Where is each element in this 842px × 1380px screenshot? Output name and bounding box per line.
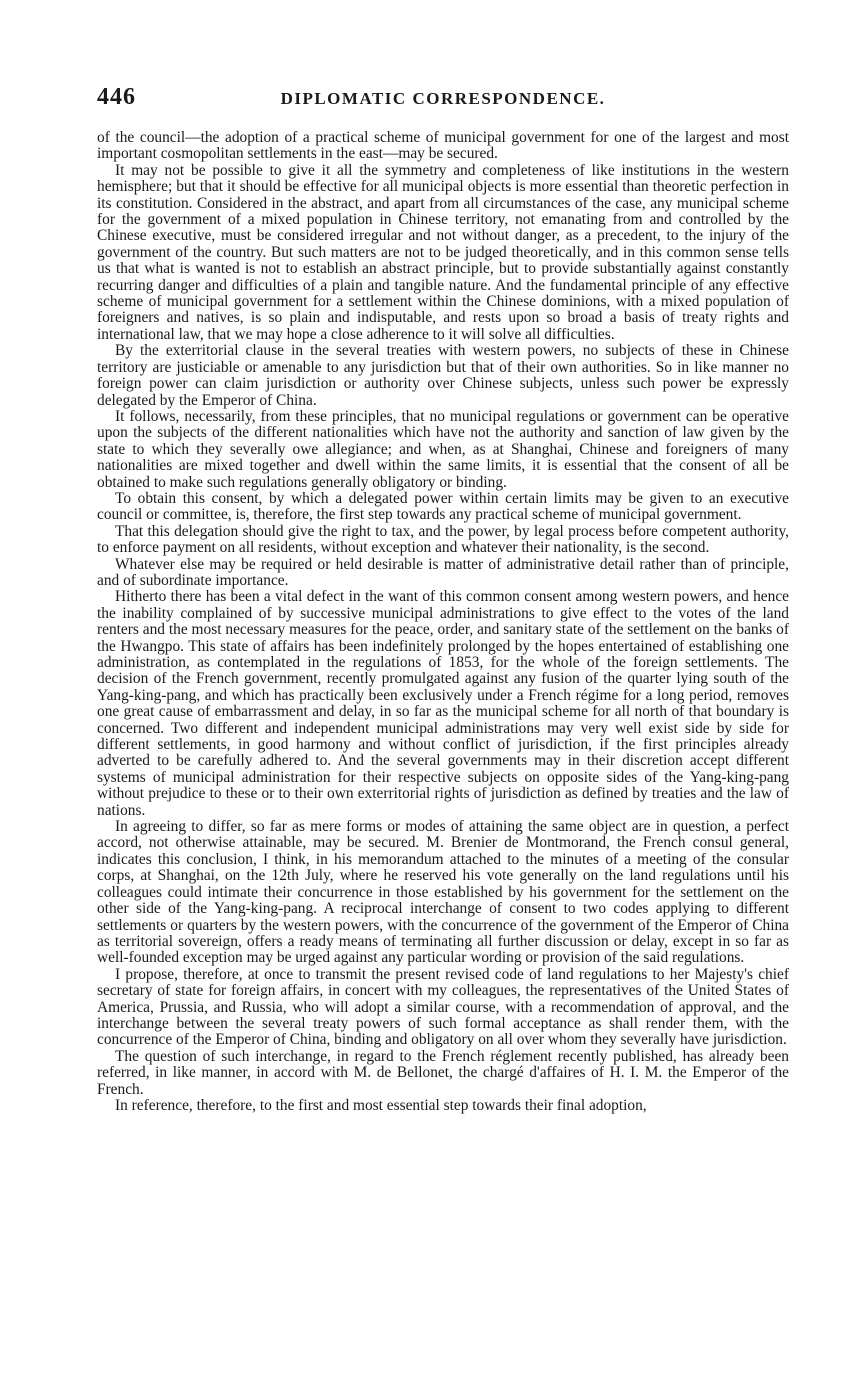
paragraph: of the council—the adoption of a practical scheme of municipal government for one of the largest and most important cosmopolitan settlements in the east—may be secured.	[97, 129, 789, 163]
paragraph: In reference, therefore, to the first and most essential step towards their final adoption,	[115, 1096, 647, 1114]
paragraph: It follows, necessarily, from these principles, that no municipal regulations or government can be operative upon the subjects of the different nationalities which have not the authority and sanction of law given by the state to which they severally owe allegiance; and when, as at Shanghai, Chinese and foreigners of many nationalities are mixed together and dwell within the same limits, it is essential that the consent of all be obtained to make such regulations generally obligatory or binding.	[97, 407, 789, 491]
running-head: DIPLOMATIC CORRESPONDENCE.	[280, 89, 606, 108]
paragraph: The question of such interchange, in regard to the French réglement recently published, has already been referred, in like manner, in accord with M. de Bellonet, the chargé d'affaires of H. I. M. the Emperor of the French.	[97, 1047, 789, 1098]
paragraph: Whatever else may be required or held desirable is matter of administrative detail rather than of principle, and of subordinate importance.	[97, 555, 789, 589]
page-header	[97, 84, 789, 112]
page-number: 446	[97, 84, 136, 110]
paragraph: Hitherto there has been a vital defect in the want of this common consent among western powers, and hence the inability complained of by successive municipal administrations to give effect to the votes of the land renters and the most necessary measures for the peace, order, and sanitary state of the settlement on the banks of the Hwangpo. This state of affairs has been indefinitely prolonged by the hopes entertained of establishing one administration, as contemplated in the regulations of 1853, for the whole of the foreign settlements. The decision of the French government, recently promulgated against any fusion of the quarter lying south of the Yang-king-pang, and which has practically been exclusively under a French régime for a long period, removes one great cause of embarrassment and delay, in so far as the municipal scheme for all north of that boundary is concerned. Two different and independent municipal administrations may very well exist side by side for different settlements, in good harmony and without conflict of jurisdiction, if the first principles already adverted to be carefully adhered to. And the several governments may in their discretion accept different systems of municipal administration for their respective subjects on opposite sides of the Yang-king-pang without prejudice to these or to their own exterritorial rights of jurisdiction as defined by treaties and the law of nations.	[97, 588, 789, 819]
paragraph: By the exterritorial clause in the several treaties with western powers, no subjects of these in Chinese territory are justiciable or amenable to any jurisdiction but that of their own authorities. So in like manner no foreign power can claim jurisdiction or authority over Chinese subjects, unless such power be expressly delegated by the Emperor of China.	[97, 342, 789, 409]
paragraph: To obtain this consent, by which a delegated power within certain limits may be given to an executive council or committee, is, therefore, the first step towards any practical scheme of municipal government.	[97, 489, 789, 524]
paragraph: I propose, therefore, at once to transmit the present revised code of land regulations to her Majesty's chief secretary of state for foreign affairs, in concert with my colleagues, the representatives of the United States of America, Prussia, and Russia, who will adopt a similar course, with a recommendation of approval, and the interchange between the several treaty powers of such formal acceptance as shall render them, with the concurrence of the Emperor of China, binding and obligatory on all over whom they severally have jurisdiction.	[97, 965, 789, 1049]
body-text	[97, 130, 789, 1114]
paragraph: In agreeing to differ, so far as mere forms or modes of attaining the same object are in question, a perfect accord, not otherwise attainable, may be secured. M. Brenier de Montmorand, the French consul general, indicates this conclusion, I think, in his memorandum attached to the minutes of a meeting of the consular corps, at Shanghai, on the 12th July, where he reserved his vote generally on the land regulations until his colleagues could intimate their concurrence in those established by his government for the settlement on the other side of the Yang-king-pang. A reciprocal interchange of consent to two codes applying to different settlements or quarters by the western powers, with the concurrence of the government of the Emperor of China as territorial sovereign, offers a ready means of terminating all further discussion or delay, except in so far as well-founded exception may be urged against any particular wording or provision of the said regulations.	[97, 818, 789, 967]
paragraph: It may not be possible to give it all the symmetry and completeness of like institutions in the western hemisphere; but that it should be effective for all municipal objects is more essential than theoretic perfection in its constitution. Considered in the abstract, and apart from all circumstances of the case, any municipal scheme for the government of a mixed population in Chinese territory, not emanating from and controlled by the Chinese executive, must be considered irregular and not without danger, as a precedent, to the injury of the government of the country. But such matters are not to be judged theoretically, and in this common sense tells us that what is wanted is not to establish an abstract principle, but to provide substantially against constantly recurring danger and difficulties of a plain and tangible nature. And the fundamental principle of any effective scheme of municipal government for a settlement within the Chinese dominions, with a mixed population of foreigners and natives, is so plain and indisputable, and rests upon so broad a basis of treaty rights and international law, that we may hope a close adherence to it will solve all difficulties.	[97, 161, 789, 343]
paragraph: That this delegation should give the right to tax, and the power, by legal process before competent authority, to enforce payment on all residents, without exception and whatever their nationality, is the second.	[97, 522, 789, 557]
